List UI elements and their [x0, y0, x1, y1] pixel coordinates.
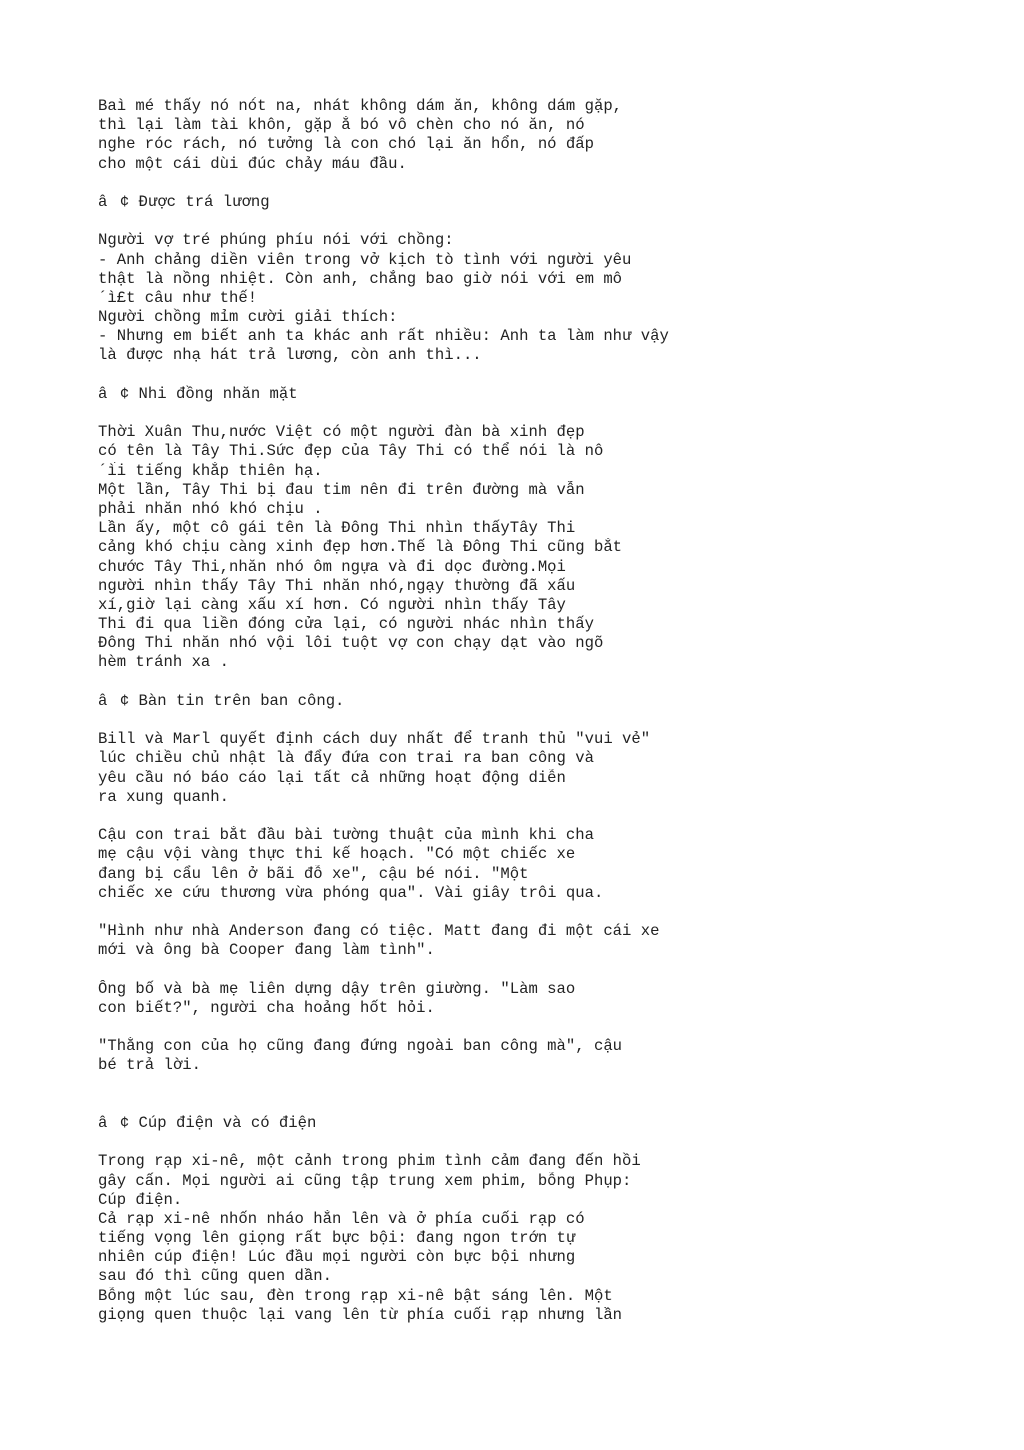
- text-line: Lần ấy, một cô gái tên là Đông Thi nhìn thấyTây Thi: [98, 519, 576, 538]
- paragraph: [98, 423, 938, 672]
- section-heading: [98, 1114, 938, 1133]
- text-line: sau đó thì cũng quen dần.: [98, 1267, 332, 1286]
- text-line: hèm tránh xa .: [98, 653, 230, 672]
- document-page: [98, 97, 938, 1344]
- text-line: Thi đi qua liền đóng cửa lại, có người nhác nhìn thấy: [98, 615, 594, 634]
- text-line: Cúp điện.: [98, 1190, 183, 1209]
- text-line: thì lại làm tài khôn, gặp ắ bó vô chèn cho nó ăn, nó: [98, 116, 585, 135]
- text-line: mẹ cậu vội vàng thực thi kế hoạch. "Có một chiếc xe: [98, 845, 576, 864]
- text-line: ´ì́i tiếng khắp thiên hạ.: [98, 461, 323, 480]
- text-line: con biết?", người cha hoảng hốt hỏi.: [98, 998, 435, 1017]
- text-line: cảng khó chịu càng xinh đẹp hơn.Thế là Đông Thi cũng bắt: [98, 538, 623, 557]
- text-line: "Hình như nhà Anderson đang có tiệc. Matt đang đi một cái xe: [98, 922, 660, 941]
- text-line: tiếng vọng lên giọng rất bực bội: đang ngon trớn tự: [98, 1229, 576, 1248]
- text-line: - Anh chảng diền viên trong vở kịch tò tình với người yêu: [98, 250, 632, 269]
- blank-line: [98, 1095, 938, 1114]
- text-line: ´ì£t câu như thế!: [98, 288, 258, 307]
- text-line: gây cấn. Mọi người ai cũng tập trung xem phim, bỗng Phụp:: [98, 1171, 632, 1190]
- text-line: nhiên cúp điện! Lúc đầu mọi người còn bực bội nhưng: [98, 1248, 576, 1267]
- section-heading: [98, 193, 938, 212]
- text-line: [98, 1095, 938, 1114]
- text-line: cho một cái dùi đúc chảy máu đầu.: [98, 154, 407, 173]
- text-line: â¢ Nhi đồng nhăn mặt: [98, 384, 298, 403]
- section-heading: [98, 385, 938, 404]
- text-line: â¢ Cúp điện và có điện: [98, 1113, 317, 1132]
- paragraph: [98, 97, 938, 174]
- text-line: â¢ Được trá lương: [98, 192, 270, 211]
- text-line: mới và ông bà Cooper đang làm tình".: [98, 941, 435, 960]
- text-line: Người vợ tré phúng phíu nói với chồng:: [98, 231, 454, 250]
- text-line: Đông Thi nhăn nhó vội lôi tuột vợ con chạy dạt vào ngõ: [98, 634, 604, 653]
- text-line: Ông bố và bà mẹ liên dựng dậy trên giường. "Làm sao: [98, 979, 576, 998]
- text-line: Người chồng mỉm cười giải thích:: [98, 308, 398, 327]
- text-line: có tên là Tây Thi.Sức đẹp của Tây Thi có thể nói là nô: [98, 442, 604, 461]
- text-line: chiếc xe cứu thương vừa phóng qua". Vài giây trôi qua.: [98, 883, 604, 902]
- text-line: Trong rạp xi-nê, một cảnh trong phim tình cảm đang đến hồi: [98, 1152, 641, 1171]
- text-line: chước Tây Thi,nhăn nhó ôm ngựa và đi dọc đường.Mọi: [98, 557, 566, 576]
- paragraph: [98, 826, 938, 903]
- text-line: Thời Xuân Thu,nước Việt có một người đàn bà xinh đẹp: [98, 423, 585, 442]
- paragraph: [98, 730, 938, 807]
- text-line: thật là nồng nhiệt. Còn anh, chẳng bao giờ nói với em mô: [98, 269, 623, 288]
- paragraph: [98, 980, 938, 1018]
- text-line: Cả rạp xi-nê nhốn nháo hắn lên và ở phía cuối rạp có: [98, 1209, 585, 1228]
- text-line: lúc chiều chủ nhật là đẩy đứa con trai ra ban công và: [98, 749, 594, 768]
- text-line: giọng quen thuộc lại vang lên từ phía cuối rạp nhưng lần: [98, 1305, 623, 1324]
- text-line: ra xung quanh.: [98, 787, 230, 806]
- text-line: yêu cầu nó báo cáo lại tất cả những hoạt động diễn: [98, 768, 566, 787]
- text-line: bé trả lời.: [98, 1056, 201, 1075]
- paragraph: [98, 1037, 938, 1075]
- text-line: - Nhưng em biết anh ta khác anh rất nhiều: Anh ta làm như vậy: [98, 327, 669, 346]
- text-line: nghe róc rách, nó tưởng là con chó lại ăn hổn, nó đấp: [98, 135, 594, 154]
- text-line: Một lần, Tây Thi bị đau tim nên đi trên đường mà vẫn: [98, 480, 585, 499]
- section-heading: [98, 692, 938, 711]
- text-line: là được nhạ hát trả lương, còn anh thì...: [98, 346, 482, 365]
- paragraph: [98, 1152, 938, 1325]
- paragraph: [98, 922, 938, 960]
- text-line: người nhìn thấy Tây Thi nhăn nhó,ngạy thường đã xấu: [98, 576, 576, 595]
- text-line: Bill và Marl quyết định cách duy nhất để tranh thủ "vui vẻ": [98, 730, 651, 749]
- text-line: xí,giờ lại càng xấu xí hơn. Có người nhìn thấy Tây: [98, 595, 566, 614]
- text-line: Bỗng một lúc sau, đèn trong rạp xi-nê bật sáng lên. Một: [98, 1286, 613, 1305]
- text-line: Baì mé thấy nó nó́t na, nhát không dám ăn, không dám gặp,: [98, 97, 623, 115]
- paragraph: [98, 231, 938, 365]
- text-line: đang bị cẩu lên ở bãi đỗ xe", cậu bé nói. "Một: [98, 864, 529, 883]
- text-line: Cậu con trai bắt đầu bài tường thuật của mình khi cha: [98, 826, 594, 845]
- text-line: â¢ Bàn tin trên ban công.: [98, 691, 345, 710]
- text-line: phải nhăn nhó khó chịu .: [98, 499, 323, 518]
- text-line: "Thằng con của họ cũng đang đứng ngoài ban công mà", cậu: [98, 1037, 623, 1056]
